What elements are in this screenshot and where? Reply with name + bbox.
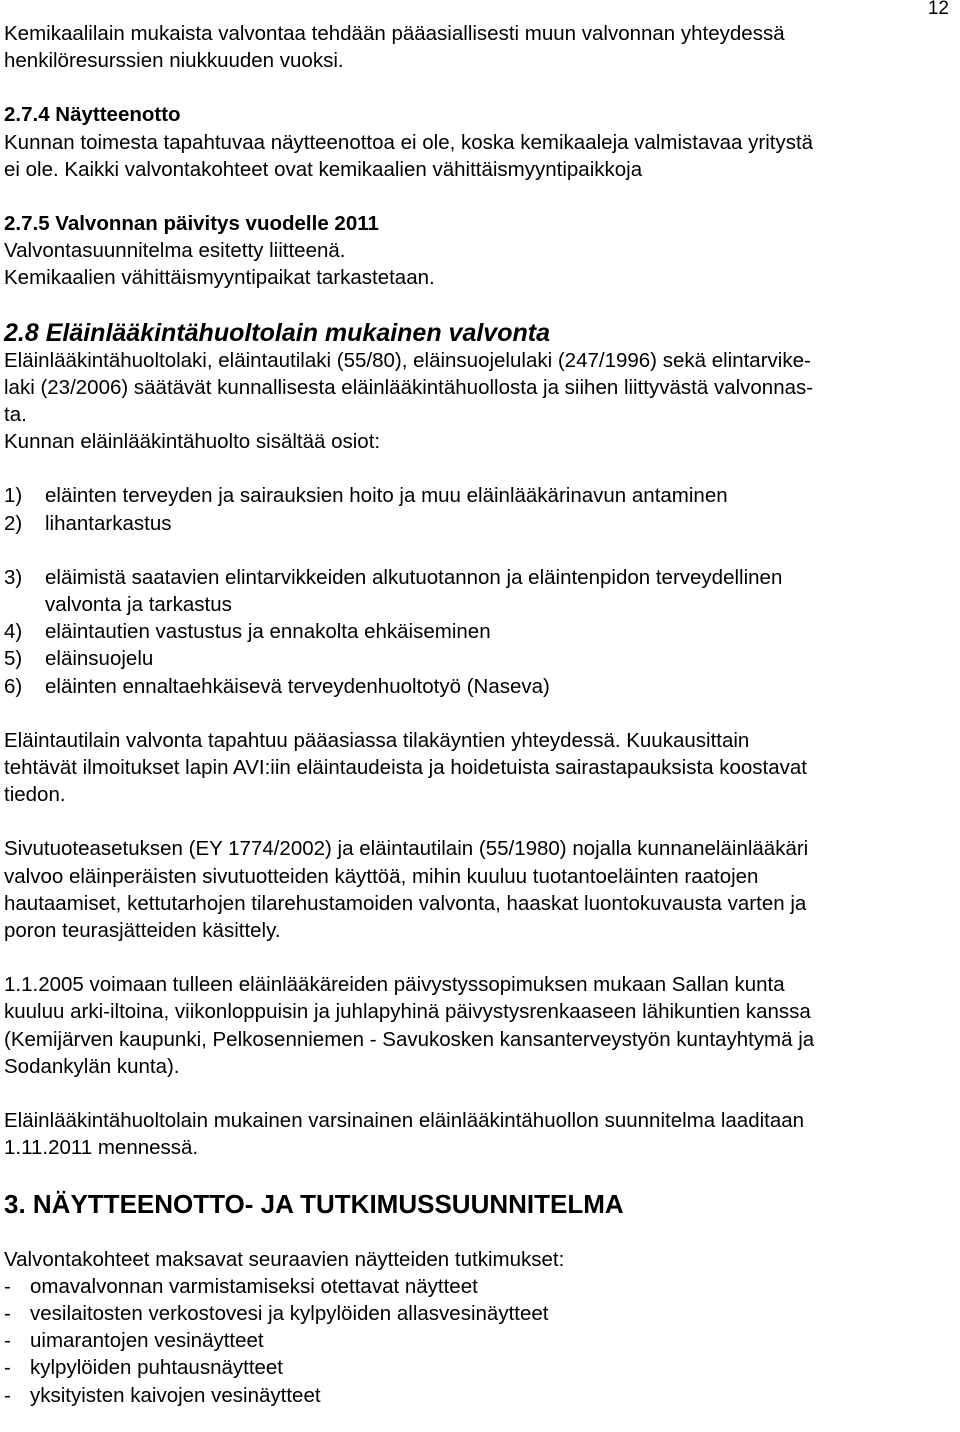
list-text: lihantarkastus [45, 511, 172, 535]
paragraph-on-call [4, 971, 952, 1080]
bullet-text: uimarantojen vesinäytteet [30, 1329, 264, 1353]
bullet-symbol: - [4, 1329, 11, 1353]
text-line: valvonta ja tarkastus [45, 593, 232, 617]
text-line: poron teurasjätteiden käsittely. [4, 919, 281, 943]
text-line: Eläinlääkintähuoltolain mukainen varsinainen eläinlääkintähuollon suunnitelma laaditaan [4, 1109, 805, 1133]
list-text: eläinten ennaltaehkäisevä terveydenhuoltotyö (Naseva) [45, 674, 550, 698]
list-text: eläintautien vastustus ja ennakolta ehkäiseminen [45, 620, 491, 644]
text-line: tehtävät ilmoitukset lapin AVI:iin eläintaudeista ja hoidetuista sairastapauksista koostavat [4, 756, 808, 780]
bullet-symbol: - [4, 1383, 11, 1407]
heading-2-7-4: 2.7.4 Näytteenotto [4, 103, 181, 127]
list-text [45, 564, 952, 618]
bullet-item [4, 1327, 952, 1354]
list-item [4, 510, 952, 537]
bullet-text: kylpylöiden puhtausnäytteet [30, 1356, 284, 1380]
sections-intro: Kunnan eläinlääkintähuolto sisältää osiot: [4, 430, 381, 454]
text-line: henkilöresurssien niukkuuden vuoksi. [4, 49, 344, 73]
bullet-item [4, 1300, 952, 1327]
paragraph-by-products [4, 835, 952, 944]
list-number: 4) [4, 620, 23, 644]
list-number: 2) [4, 511, 23, 535]
heading-2-7-5: 2.7.5 Valvonnan päivitys vuodelle 2011 [4, 212, 379, 236]
section-3-intro: Valvontakohteet maksavat seuraavien näytteiden tutkimukset: [4, 1247, 565, 1271]
bullet-item [4, 1273, 952, 1300]
page-number: 12 [927, 0, 949, 19]
text-line: Eläinlääkintähuoltolaki, eläintautilaki (55/80), eläinsuojelulaki (247/1996) sekä elintarvike- [4, 348, 811, 372]
list-item [4, 645, 952, 672]
paragraph-2-7-4 [4, 129, 952, 183]
text-line: hautaamiset, kettutarhojen tilarehustamoiden valvonta, haaskat luontokuvausta varten ja [4, 891, 807, 915]
bullet-text: vesilaitosten verkostovesi ja kylpylöiden allasvesinäytteet [30, 1301, 549, 1325]
text-line: Eläintautilain valvonta tapahtuu pääasiassa tilakäyntien yhteydessä. Kuukausittain [4, 728, 750, 752]
bullet-symbol: - [4, 1274, 11, 1298]
list-text: eläinsuojelu [45, 647, 154, 671]
paragraph-laws [4, 347, 952, 429]
list-number: 5) [4, 647, 23, 671]
list-text: eläinten terveyden ja sairauksien hoito ja muu eläinlääkärinavun antaminen [45, 484, 728, 508]
bullet-item [4, 1354, 952, 1381]
list-number: 1) [4, 484, 23, 508]
heading-section-3: 3. NÄYTTEENOTTO- JA TUTKIMUSSUUNNITELMA [4, 1188, 624, 1219]
text-line: Valvontasuunnitelma esitetty liitteenä. [4, 239, 346, 263]
text-line: Kunnan toimesta tapahtuvaa näytteenottoa ei ole, koska kemikaaleja valmistavaa yritystä [4, 130, 814, 154]
list-item [4, 564, 952, 618]
text-line: Kemikaalilain mukaista valvontaa tehdään pääasiallisesti muun valvonnan yhteydessä [4, 22, 785, 45]
text-line: (Kemijärven kaupunki, Pelkosenniemen - Savukosken kansanterveystyön kuntayhtymä ja [4, 1027, 815, 1051]
bullet-text: omavalvonnan varmistamiseksi otettavat näytteet [30, 1274, 478, 1298]
list-item [4, 618, 952, 645]
list-item [4, 673, 952, 700]
list-item [4, 482, 952, 509]
bullet-text: yksityisten kaivojen vesinäytteet [30, 1383, 321, 1407]
text-line: kuuluu arki-iltoina, viikonloppuisin ja juhlapyhinä päivystysrenkaaseen lähikuntien kanssa [4, 1000, 811, 1024]
list-number: 3) [4, 565, 23, 589]
bullet-symbol: - [4, 1356, 11, 1380]
document-body [4, 20, 952, 1409]
text-line: ei ole. Kaikki valvontakohteet ovat kemikaalien vähittäismyyntipaikkoja [4, 157, 643, 181]
text-line: Sodankylän kunta). [4, 1054, 180, 1078]
text-line: Kemikaalien vähittäismyyntipaikat tarkastetaan. [4, 266, 435, 290]
text-line: laki (23/2006) säätävät kunnallisesta eläinlääkintähuollosta ja siihen liittyvästä valvonnas- [4, 375, 814, 399]
text-line: Sivutuoteasetuksen (EY 1774/2002) ja eläintautilain (55/1980) nojalla kunnaneläinlääkäri [4, 837, 809, 861]
intro-paragraph [4, 20, 952, 74]
paragraph-2-7-5 [4, 237, 952, 291]
text-line: 1.1.2005 voimaan tulleen eläinlääkäreiden päivystyssopimuksen mukaan Sallan kunta [4, 973, 785, 997]
bullet-item [4, 1382, 952, 1409]
paragraph-disease-control [4, 727, 952, 809]
text-line: eläimistä saatavien elintarvikkeiden alkutuotannon ja eläintenpidon terveydellinen [45, 565, 783, 589]
text-line: 1.11.2011 mennessä. [4, 1136, 199, 1160]
heading-2-8: 2.8 Eläinlääkintähuoltolain mukainen valvonta [4, 318, 550, 347]
paragraph-plan [4, 1107, 952, 1161]
text-line: valvoo eläinperäisten sivutuotteiden käyttöä, mihin kuuluu tuotantoeläinten raatojen [4, 864, 759, 888]
text-line: tiedon. [4, 783, 66, 807]
text-line: ta. [4, 403, 27, 427]
bullet-symbol: - [4, 1301, 11, 1325]
list-number: 6) [4, 674, 23, 698]
